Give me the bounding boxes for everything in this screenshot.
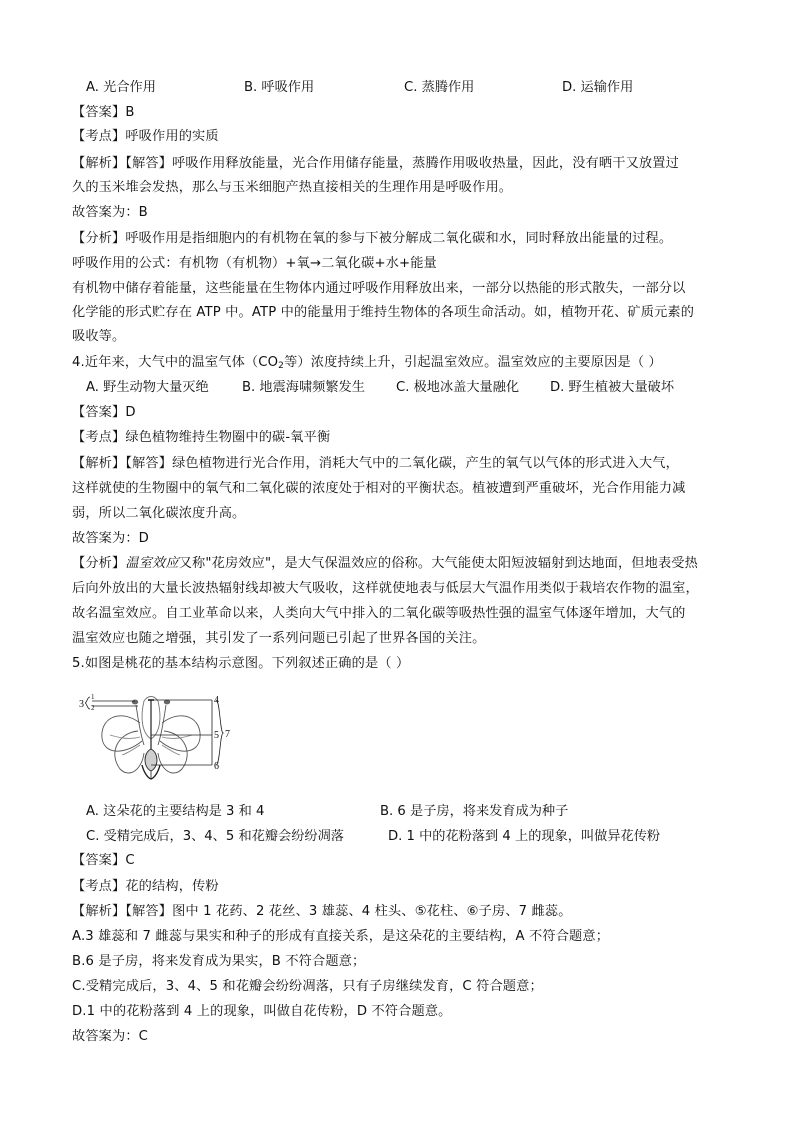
q4-fenxi-1-text: 又称"花房效应"，是大气保温效应的俗称。大气能使太阳短波辐射到达地面，但地表受热 bbox=[178, 556, 698, 571]
q4-options bbox=[86, 376, 726, 400]
peach-flower-figure bbox=[80, 683, 250, 783]
q3-final: 故答案为：B bbox=[72, 205, 148, 220]
q4-option-b: B. 地震海啸频繁发生 bbox=[242, 380, 365, 395]
q4-point: 【考点】绿色植物维持生物圈中的碳-氧平衡 bbox=[72, 430, 331, 445]
q5-analysis-3: B.6 是子房，将来发育成为果实，B 不符合题意； bbox=[72, 954, 366, 969]
q5-options-row2 bbox=[86, 825, 726, 849]
figure-label-2: 2 bbox=[91, 704, 95, 712]
figure-label-6: 6 bbox=[214, 761, 219, 772]
peach-flower-diagram bbox=[80, 683, 250, 783]
q3-answer: 【答案】B bbox=[72, 105, 135, 120]
q5-analysis-5: D.1 中的花粉落到 4 上的现象，叫做自花传粉，D 不符合题意。 bbox=[72, 1004, 452, 1019]
figure-label-7: 7 bbox=[225, 729, 230, 740]
q5-answer: 【答案】C bbox=[72, 853, 135, 868]
q5-option-b: B. 6 是子房，将来发育成为种子 bbox=[380, 804, 569, 819]
q4-fenxi-term: 温室效应 bbox=[125, 556, 179, 571]
q4-stem-a: 4.近年来，大气中的温室气体（CO bbox=[72, 355, 279, 370]
q4-stem-b: 等）浓度持续上升，引起温室效应。温室效应的主要原因是（ ） bbox=[284, 355, 662, 370]
q3-fenxi-4: 化学能的形式贮存在 ATP 中。ATP 中的能量用于维持生物体的各项生命活动。如，植物开花、矿质元素的 bbox=[72, 305, 695, 320]
q5-analysis-2: A.3 雄蕊和 7 雌蕊与果实和种子的形成有直接关系，是这朵花的主要结构，A 不符合题意； bbox=[72, 929, 610, 944]
q3-fenxi-5: 吸收等。 bbox=[72, 329, 126, 344]
q4-option-a: A. 野生动物大量灭绝 bbox=[86, 380, 209, 395]
q4-stem-subscript: 2 bbox=[278, 361, 285, 371]
q5-analysis-1: 【解析】【解答】图中 1 花药、2 花丝、3 雄蕊、4 柱头、⑤花柱、⑥子房、7 雌蕊。 bbox=[72, 904, 572, 919]
q4-stem bbox=[72, 351, 732, 378]
q4-fenxi-4: 温室效应也随之增强，其引发了一系列问题已引起了世界各国的关注。 bbox=[72, 631, 486, 646]
q4-analysis-1: 【解析】【解答】绿色植物进行光合作用，消耗大气中的二氧化碳，产生的氧气以气体的形式进入大气， bbox=[72, 456, 679, 471]
q3-analysis-1: 【解析】【解答】呼吸作用释放能量，光合作用储存能量，蒸腾作用吸收热量，因此，没有晒干又放置过 bbox=[72, 156, 679, 171]
q4-option-d: D. 野生植被大量破坏 bbox=[550, 380, 675, 395]
q5-options-row1 bbox=[86, 800, 726, 824]
q5-option-c: C. 受精完成后，3、4、5 和花瓣会纷纷凋落 bbox=[86, 829, 344, 844]
q3-analysis-2: 久的玉米堆会发热，那么与玉米细胞产热直接相关的生理作用是呼吸作用。 bbox=[72, 180, 513, 195]
q3-option-c: C. 蒸腾作用 bbox=[404, 80, 475, 95]
q4-fenxi-3: 故名温室效应。自工业革命以来，人类向大气中排入的二氧化碳等吸热性强的温室气体逐年增加，大气的 bbox=[72, 606, 686, 621]
q4-option-c: C. 极地冰盖大量融化 bbox=[396, 380, 520, 395]
q4-final: 故答案为：D bbox=[72, 531, 149, 546]
q3-fenxi-2: 呼吸作用的公式：有机物（有机物）+氧→二氧化碳+水+能量 bbox=[72, 256, 437, 271]
figure-label-1: 1 bbox=[91, 693, 95, 701]
q5-stem: 5.如图是桃花的基本结构示意图。下列叙述正确的是（ ） bbox=[72, 656, 410, 671]
q5-analysis-4: C.受精完成后，3、4、5 和花瓣会纷纷凋落，只有子房继续发育，C 符合题意； bbox=[72, 979, 543, 994]
q3-option-d: D. 运输作用 bbox=[562, 80, 634, 95]
q5-option-a: A. 这朵花的主要结构是 3 和 4 bbox=[86, 804, 265, 819]
figure-label-3: 3 bbox=[79, 699, 84, 710]
q3-option-a: A. 光合作用 bbox=[86, 80, 156, 95]
q4-analysis-3: 弱，所以二氧化碳浓度升高。 bbox=[72, 506, 246, 521]
figure-label-4: 4 bbox=[214, 695, 219, 706]
q3-option-b: B. 呼吸作用 bbox=[244, 80, 315, 95]
q3-fenxi-1: 【分析】呼吸作用是指细胞内的有机物在氧的参与下被分解成二氧化碳和水，同时释放出能量的过程。 bbox=[72, 231, 673, 246]
q5-point: 【考点】花的结构，传粉 bbox=[72, 879, 219, 894]
q4-analysis-2: 这样就使的生物圈中的氧气和二氧化碳的浓度处于相对的平衡状态。植被遭到严重破坏，光合作用能力减 bbox=[72, 481, 686, 496]
q4-fenxi-label: 【分析】 bbox=[72, 556, 126, 571]
figure-label-5: 5 bbox=[214, 730, 219, 741]
q5-final: 故答案为：C bbox=[72, 1029, 149, 1044]
q3-point: 【考点】呼吸作用的实质 bbox=[72, 129, 219, 144]
q4-fenxi-1 bbox=[72, 552, 732, 576]
q4-answer: 【答案】D bbox=[72, 405, 136, 420]
q4-fenxi-2: 后向外放出的大量长波热辐射线却被大气吸收，这样就使地表与低层大气温作用类似于栽培农作物的温室， bbox=[72, 581, 699, 596]
q5-option-d: D. 1 中的花粉落到 4 上的现象，叫做异花传粉 bbox=[388, 829, 661, 844]
q3-options bbox=[86, 76, 726, 100]
q3-fenxi-3: 有机物中储存着能量，这些能量在生物体内通过呼吸作用释放出来，一部分以热能的形式散失，一部分以 bbox=[72, 281, 686, 296]
